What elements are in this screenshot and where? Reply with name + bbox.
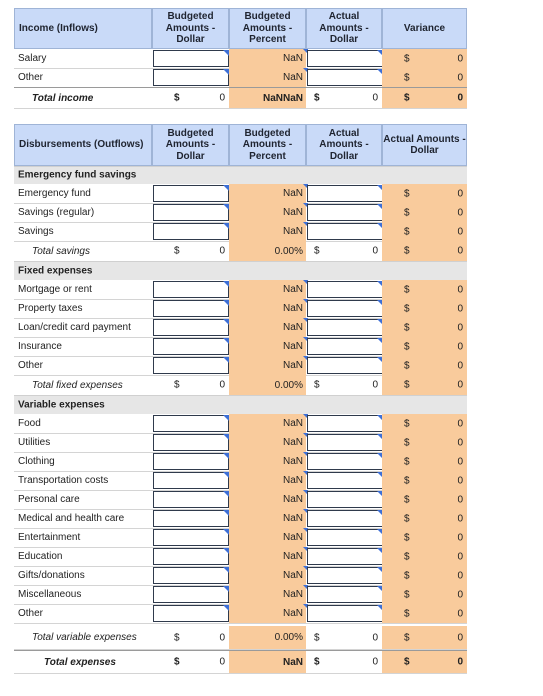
total-value: 0 xyxy=(457,379,463,391)
actual-dollar-input[interactable] xyxy=(307,453,383,470)
total-value: 0 xyxy=(219,379,225,391)
budget-percent-cell: NaN xyxy=(229,299,306,318)
section-title: Fixed expenses xyxy=(18,265,93,276)
currency-symbol: $ xyxy=(314,632,320,643)
currency-symbol: $ xyxy=(404,475,410,486)
table-row xyxy=(14,547,467,567)
actual-dollar-input[interactable] xyxy=(307,223,383,240)
total-actual-dollar xyxy=(306,88,382,108)
budget-dollar-input[interactable] xyxy=(153,223,229,240)
budget-percent-cell: NaN xyxy=(229,604,306,623)
variance-cell xyxy=(382,585,467,604)
actual-dollar-input[interactable] xyxy=(307,548,383,565)
total-variable-row xyxy=(14,626,467,650)
budget-percent-cell: NaN xyxy=(229,203,306,222)
total-value: 0 xyxy=(219,245,225,257)
table-row xyxy=(14,509,467,529)
header-budget-percent: Budgeted Amounts - Percent xyxy=(229,124,306,166)
budget-percent-cell: NaN xyxy=(229,49,306,68)
total-variance xyxy=(382,88,467,108)
variance-cell xyxy=(382,509,467,528)
currency-symbol: $ xyxy=(404,379,410,391)
actual-dollar-input[interactable] xyxy=(307,319,383,336)
budget-dollar-input[interactable] xyxy=(153,434,229,451)
currency-symbol: $ xyxy=(404,207,410,218)
budget-dollar-input[interactable] xyxy=(153,548,229,565)
row-label: Medical and health care xyxy=(18,513,125,524)
table-row xyxy=(14,433,467,453)
actual-dollar-input[interactable] xyxy=(307,204,383,221)
currency-symbol: $ xyxy=(404,656,410,668)
variance-cell xyxy=(382,184,467,203)
total-value: 0 xyxy=(457,92,463,104)
variance-value: 0 xyxy=(457,456,463,467)
variance-cell xyxy=(382,433,467,452)
header-budget-dollar: Budgeted Amounts - Dollar xyxy=(152,8,229,49)
variance-cell xyxy=(382,604,467,623)
row-label: Total savings xyxy=(32,245,90,257)
budget-dollar-input[interactable] xyxy=(153,529,229,546)
variance-cell xyxy=(382,414,467,433)
variance-cell xyxy=(382,452,467,471)
row-label: Other xyxy=(18,360,44,371)
budget-dollar-input[interactable] xyxy=(153,605,229,622)
table-row xyxy=(14,356,467,376)
row-label: Gifts/donations xyxy=(18,570,85,581)
budget-dollar-input[interactable] xyxy=(153,281,229,298)
variance-value: 0 xyxy=(457,494,463,505)
actual-dollar-input[interactable] xyxy=(307,69,383,86)
budget-percent-cell: NaN xyxy=(229,547,306,566)
budget-percent-cell: NaN xyxy=(229,452,306,471)
total-variance xyxy=(382,241,467,261)
variance-value: 0 xyxy=(457,418,463,429)
row-label: Miscellaneous xyxy=(18,589,82,600)
total-budget-percent: 0.00% xyxy=(229,241,306,261)
budget-dollar-input[interactable] xyxy=(153,319,229,336)
currency-symbol: $ xyxy=(404,532,410,543)
table-row xyxy=(14,414,467,434)
total-actual-dollar xyxy=(306,375,382,395)
actual-dollar-input[interactable] xyxy=(307,185,383,202)
table-row xyxy=(14,299,467,319)
total-budget-dollar xyxy=(152,626,229,649)
budget-dollar-input[interactable] xyxy=(153,204,229,221)
total-value: 0 xyxy=(372,245,378,257)
row-label: Mortgage or rent xyxy=(18,284,92,295)
currency-symbol: $ xyxy=(404,608,410,619)
total-value: 0 xyxy=(457,632,463,643)
budget-percent-cell: NaN xyxy=(229,337,306,356)
currency-symbol: $ xyxy=(404,72,410,83)
currency-symbol: $ xyxy=(314,92,320,104)
budget-dollar-input[interactable] xyxy=(153,185,229,202)
variance-cell xyxy=(382,490,467,509)
section-variable-expenses xyxy=(14,395,467,414)
currency-symbol: $ xyxy=(404,284,410,295)
total-savings-row xyxy=(14,241,467,262)
table-row xyxy=(14,471,467,491)
budget-percent-cell: NaN xyxy=(229,585,306,604)
total-budget-percent: 0.00% xyxy=(229,626,306,649)
total-variance xyxy=(382,375,467,395)
variance-value: 0 xyxy=(457,226,463,237)
budget-dollar-input[interactable] xyxy=(153,453,229,470)
table-row xyxy=(14,337,467,357)
budget-percent-cell: NaN xyxy=(229,490,306,509)
total-budget-dollar xyxy=(152,88,229,108)
budget-dollar-input[interactable] xyxy=(153,472,229,489)
variance-value: 0 xyxy=(457,551,463,562)
variance-cell xyxy=(382,222,467,241)
variance-value: 0 xyxy=(457,53,463,64)
row-label: Property taxes xyxy=(18,303,83,314)
table-row xyxy=(14,184,467,204)
total-budget-dollar xyxy=(152,375,229,395)
budget-dollar-input[interactable] xyxy=(153,338,229,355)
row-label: Total fixed expenses xyxy=(32,379,123,391)
actual-dollar-input[interactable] xyxy=(307,338,383,355)
variance-value: 0 xyxy=(457,608,463,619)
currency-symbol: $ xyxy=(404,589,410,600)
total-value: 0 xyxy=(219,632,225,643)
actual-dollar-input[interactable] xyxy=(307,529,383,546)
total-fixed-row xyxy=(14,375,467,396)
disbursements-header-label: Disbursements (Outflows) xyxy=(14,124,152,166)
section-title: Emergency fund savings xyxy=(18,169,137,181)
currency-symbol: $ xyxy=(404,570,410,581)
actual-dollar-input[interactable] xyxy=(307,605,383,622)
budget-percent-cell: NaN xyxy=(229,68,306,87)
table-row xyxy=(14,452,467,472)
total-value: 0 xyxy=(219,92,225,104)
currency-symbol: $ xyxy=(404,632,410,643)
row-label: Total variable expenses xyxy=(32,632,137,643)
currency-symbol: $ xyxy=(174,92,180,104)
total-variance xyxy=(382,651,467,673)
row-label: Loan/credit card payment xyxy=(18,322,131,333)
row-label: Food xyxy=(18,418,41,429)
total-budget-dollar xyxy=(152,651,229,673)
currency-symbol: $ xyxy=(404,360,410,371)
table-row xyxy=(14,566,467,586)
variance-value: 0 xyxy=(457,284,463,295)
total-value: 0 xyxy=(372,656,378,668)
variance-value: 0 xyxy=(457,207,463,218)
variance-value: 0 xyxy=(457,513,463,524)
variance-value: 0 xyxy=(457,341,463,352)
actual-dollar-input[interactable] xyxy=(307,472,383,489)
currency-symbol: $ xyxy=(174,656,180,668)
budget-percent-cell: NaN xyxy=(229,528,306,547)
actual-dollar-input[interactable] xyxy=(307,300,383,317)
total-budget-percent: NaNNaN xyxy=(229,88,306,108)
row-label: Clothing xyxy=(18,456,55,467)
variance-value: 0 xyxy=(457,437,463,448)
variance-cell xyxy=(382,299,467,318)
total-value: 0 xyxy=(372,92,378,104)
disbursements-header-row xyxy=(14,124,467,166)
row-label: Total expenses xyxy=(44,656,116,668)
budget-dollar-input[interactable] xyxy=(153,357,229,374)
row-label: Salary xyxy=(18,53,47,64)
budget-percent-cell: NaN xyxy=(229,280,306,299)
total-actual-dollar xyxy=(306,241,382,261)
budget-percent-cell: NaN xyxy=(229,356,306,375)
variance-cell xyxy=(382,528,467,547)
row-label: Total income xyxy=(32,92,94,104)
currency-symbol: $ xyxy=(174,245,180,257)
currency-symbol: $ xyxy=(314,245,320,257)
row-label: Insurance xyxy=(18,341,62,352)
total-expenses-row xyxy=(14,650,467,674)
income-header-row xyxy=(14,8,467,49)
actual-dollar-input[interactable] xyxy=(307,434,383,451)
budget-percent-cell: NaN xyxy=(229,318,306,337)
header-budget-percent: Budgeted Amounts - Percent xyxy=(229,8,306,49)
row-label: Entertainment xyxy=(18,532,81,543)
budget-percent-cell: NaN xyxy=(229,471,306,490)
total-budget-percent: 0.00% xyxy=(229,375,306,395)
variance-value: 0 xyxy=(457,303,463,314)
row-label: Other xyxy=(18,608,44,619)
currency-symbol: $ xyxy=(404,341,410,352)
variance-cell xyxy=(382,203,467,222)
total-actual-dollar xyxy=(306,626,382,649)
currency-symbol: $ xyxy=(404,494,410,505)
variance-value: 0 xyxy=(457,188,463,199)
variance-value: 0 xyxy=(457,532,463,543)
actual-dollar-input[interactable] xyxy=(307,357,383,374)
table-row xyxy=(14,49,467,69)
variance-value: 0 xyxy=(457,475,463,486)
total-value: 0 xyxy=(457,245,463,257)
section-fixed-expenses xyxy=(14,261,467,280)
currency-symbol: $ xyxy=(314,379,320,391)
currency-symbol: $ xyxy=(404,418,410,429)
currency-symbol: $ xyxy=(404,226,410,237)
currency-symbol: $ xyxy=(314,656,320,668)
section-title: Variable expenses xyxy=(18,399,105,410)
table-row xyxy=(14,604,467,624)
section-emergency-fund xyxy=(14,166,467,184)
row-label: Emergency fund xyxy=(18,188,91,199)
currency-symbol: $ xyxy=(404,245,410,257)
budget-percent-cell: NaN xyxy=(229,509,306,528)
total-budget-dollar xyxy=(152,241,229,261)
budget-percent-cell: NaN xyxy=(229,566,306,585)
variance-value: 0 xyxy=(457,72,463,83)
variance-cell xyxy=(382,566,467,585)
budget-dollar-input[interactable] xyxy=(153,50,229,67)
budget-percent-cell: NaN xyxy=(229,222,306,241)
actual-dollar-input[interactable] xyxy=(307,50,383,67)
budget-dollar-input[interactable] xyxy=(153,567,229,584)
table-row xyxy=(14,280,467,300)
actual-dollar-input[interactable] xyxy=(307,510,383,527)
table-row xyxy=(14,585,467,605)
budget-dollar-input[interactable] xyxy=(153,491,229,508)
total-value: 0 xyxy=(372,379,378,391)
currency-symbol: $ xyxy=(404,303,410,314)
table-row xyxy=(14,222,467,242)
row-label: Utilities xyxy=(18,437,51,448)
header-actual-dollar: Actual Amounts - Dollar xyxy=(306,124,382,166)
currency-symbol: $ xyxy=(404,437,410,448)
variance-cell xyxy=(382,356,467,375)
variance-cell xyxy=(382,337,467,356)
variance-cell xyxy=(382,547,467,566)
header-actual-dollar-2: Actual Amounts - Dollar xyxy=(382,124,467,166)
row-label: Personal care xyxy=(18,494,80,505)
row-label: Savings xyxy=(18,226,54,237)
total-value: 0 xyxy=(457,656,463,668)
budget-percent-cell: NaN xyxy=(229,433,306,452)
variance-cell xyxy=(382,280,467,299)
actual-dollar-input[interactable] xyxy=(307,586,383,603)
currency-symbol: $ xyxy=(404,322,410,333)
budget-dollar-input[interactable] xyxy=(153,510,229,527)
table-row xyxy=(14,528,467,548)
table-row xyxy=(14,490,467,510)
total-actual-dollar xyxy=(306,651,382,673)
variance-cell xyxy=(382,471,467,490)
table-row xyxy=(14,318,467,338)
total-value: 0 xyxy=(219,656,225,668)
total-income-row xyxy=(14,87,467,109)
budget-percent-cell: NaN xyxy=(229,184,306,203)
currency-symbol: $ xyxy=(404,92,410,104)
header-actual-dollar: Actual Amounts - Dollar xyxy=(306,8,382,49)
budget-dollar-input[interactable] xyxy=(153,69,229,86)
currency-symbol: $ xyxy=(174,379,180,391)
variance-cell xyxy=(382,68,467,87)
row-label: Savings (regular) xyxy=(18,207,95,218)
currency-symbol: $ xyxy=(404,188,410,199)
variance-value: 0 xyxy=(457,322,463,333)
variance-value: 0 xyxy=(457,360,463,371)
currency-symbol: $ xyxy=(174,632,180,643)
total-variance xyxy=(382,626,467,649)
actual-dollar-input[interactable] xyxy=(307,415,383,432)
budget-dollar-input[interactable] xyxy=(153,300,229,317)
row-label: Education xyxy=(18,551,63,562)
total-value: 0 xyxy=(372,632,378,643)
variance-cell xyxy=(382,318,467,337)
actual-dollar-input[interactable] xyxy=(307,281,383,298)
table-row xyxy=(14,203,467,223)
variance-value: 0 xyxy=(457,570,463,581)
variance-value: 0 xyxy=(457,589,463,600)
table-row xyxy=(14,68,467,88)
currency-symbol: $ xyxy=(404,551,410,562)
currency-symbol: $ xyxy=(404,53,410,64)
total-budget-percent: NaN xyxy=(229,651,306,673)
row-label: Other xyxy=(18,72,44,83)
header-budget-dollar: Budgeted Amounts - Dollar xyxy=(152,124,229,166)
income-header-label: Income (Inflows) xyxy=(14,8,152,49)
row-label: Transportation costs xyxy=(18,475,109,486)
currency-symbol: $ xyxy=(404,513,410,524)
budget-percent-cell: NaN xyxy=(229,414,306,433)
budget-dollar-input[interactable] xyxy=(153,415,229,432)
budget-dollar-input[interactable] xyxy=(153,586,229,603)
header-variance: Variance xyxy=(382,8,467,49)
variance-cell xyxy=(382,49,467,68)
currency-symbol: $ xyxy=(404,456,410,467)
actual-dollar-input[interactable] xyxy=(307,491,383,508)
actual-dollar-input[interactable] xyxy=(307,567,383,584)
